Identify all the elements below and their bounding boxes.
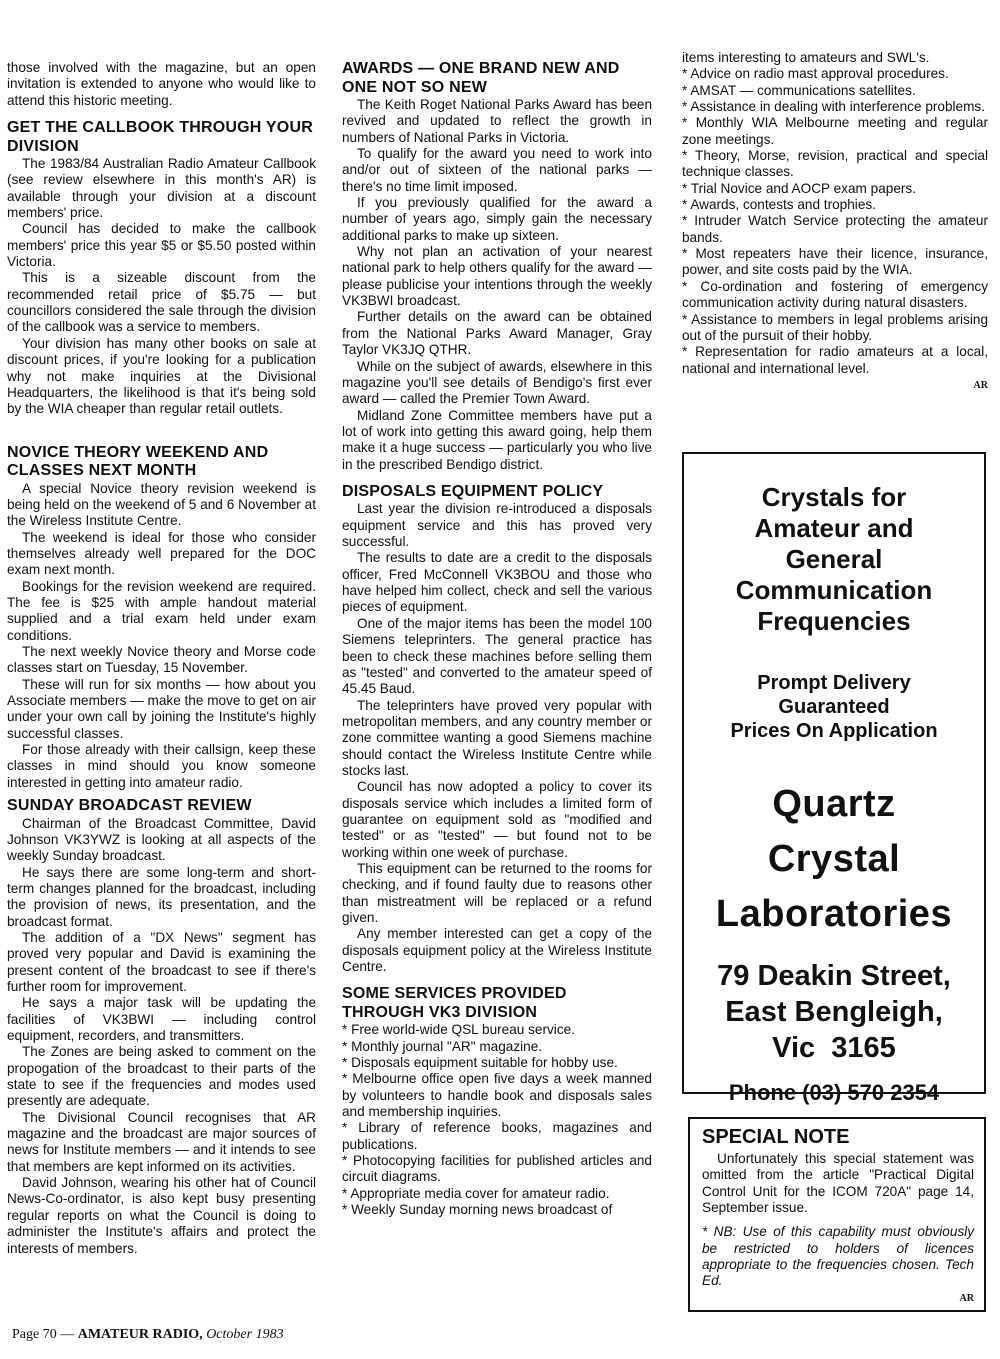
list-item: * Assistance to members in legal problems arising out of the pursuit of their hobby. [682, 311, 988, 343]
issue-date: October 1983 [202, 1327, 284, 1342]
paragraph: The addition of a "DX News" segment has proved very popular and David is examining the present content of the broadcast to see if there's further room for improvement. [7, 929, 316, 994]
heading-callbook: GET THE CALLBOOK THROUGH YOUR DIVISION [7, 119, 313, 155]
paragraph: For those already with their callsign, keep these classes in mind should you know someone interested in getting into amateur radio. [7, 742, 316, 790]
special-note-title: SPECIAL NOTE [702, 1126, 850, 1148]
ad-company-line: Crystal [767, 838, 901, 880]
list-item: * Appropriate media cover for amateur radio. [342, 1185, 610, 1201]
list-item: * Representation for radio amateurs at a local, national and international level. [682, 344, 988, 376]
list-item: * Theory, Morse, revision, practical and special technique classes. [682, 148, 988, 180]
page-number: Page 70 — [12, 1327, 78, 1342]
paragraph: David Johnson, wearing his other hat of Council News-Co-ordinator, is also kept busy presenting regular reports on what the Council is doing to administer the Institute's affairs and protect the interests of members. [7, 1175, 316, 1256]
ad-headline-line: General [785, 544, 883, 574]
paragraph: Bookings for the revision weekend are required. The fee is $25 with ample handout material supplied and a trial exam held under exam conditions. [7, 578, 316, 643]
ad-headline-line: Frequencies [757, 606, 911, 636]
ad-company-line: Laboratories [715, 893, 953, 935]
services-list [342, 1022, 652, 1218]
list-item: * Most repeaters have their licence, insurance, power, and site costs paid by the WIA. [682, 246, 988, 278]
paragraph: Why not plan an activation of your nearest national park to help others qualify for the award — please publicise your intentions through the weekly VK3BWI broadcast. [342, 244, 652, 309]
ad-sub-line: Prices On Application [730, 720, 938, 742]
ad-company-line: Quartz [772, 783, 896, 825]
list-item: * Library of reference books, magazines and publications. [342, 1120, 652, 1152]
heading-sunday-broadcast: SUNDAY BROADCAST REVIEW [7, 797, 252, 815]
paragraph: The Zones are being asked to comment on the propogation of the broadcast to their parts of the state to see if the frequencies and modes used presently are adequate. [7, 1044, 316, 1109]
paragraph: These will run for six months — how about you Associate members — make the move to get on air under your own call by joining the Institute's highly successful classes. [7, 676, 317, 741]
list-item: * Photocopying facilities for published articles and circuit diagrams. [342, 1153, 652, 1185]
ad-sub-line: Guaranteed [778, 696, 890, 718]
list-item: * Monthly WIA Melbourne meeting and regular zone meetings. [682, 115, 988, 147]
paragraph: The Divisional Council recognises that AR magazine and the broadcast are major sources of news for Institute members — and it intends to see that members are kept informed on its activities. [7, 1109, 316, 1174]
list-item: * Trial Novice and AOCP exam papers. [682, 180, 916, 196]
ad-headline-line: Amateur and [754, 513, 914, 543]
paragraph: The teleprinters have proved very popular with metropolitan members, and any country member or zone committee wanting a good Siemens machine should contact the Wireless Institute Centre while stocks last. [342, 697, 652, 778]
special-note-body: Unfortunately this special statement was omitted from the article "Practical Digital Control Unit for the ICOM 720A" page 14, September issue. [702, 1151, 974, 1216]
paragraph: Council has now adopted a policy to cover its disposals service which includes a limited form of guarantee on equipment sold as "modified and tested" or as "tested" — but found not to be working within one week of purchase. [342, 779, 652, 860]
column-1 [7, 60, 316, 1257]
list-item: items interesting to amateurs and SWL's. [682, 50, 930, 65]
special-note-nb: * NB: Use of this capability must obviously be restricted to holders of licences appropriate to the frequencies chosen. Tech Ed. [702, 1224, 974, 1289]
ad-company-name [684, 777, 984, 942]
paragraph: To qualify for the award you need to work into and/or out of sixteen of the national parks — there's no time limit imposed. [342, 146, 652, 194]
paragraph: The weekend is ideal for those who consider themselves already well prepared for the DOC exam next month. [7, 529, 316, 578]
ad-headline-line: Communication [735, 575, 933, 605]
heading-novice: NOVICE THEORY WEEKEND AND CLASSES NEXT MONTH [7, 443, 269, 480]
paragraph: Chairman of the Broadcast Committee, David Johnson VK3YWZ is looking at all aspects of the weekly Sunday broadcast. [7, 815, 316, 864]
paragraph: Any member interested can get a copy of the disposals equipment policy at the Wireless Institute Centre. [342, 926, 652, 975]
ad-headline-line: Crystals for [761, 482, 907, 512]
list-item: * Free world-wide QSL bureau service. [342, 1022, 575, 1038]
paragraph: He says there are some long-term and short-term changes planned for the broadcast, including the provision of news, its presentation, and the broadcast format. [7, 864, 316, 929]
list-item: * Melbourne office open five days a week manned by volunteers to handle book and disposals sales and membership inquiries. [342, 1071, 652, 1120]
heading-disposals: DISPOSALS EQUIPMENT POLICY [342, 482, 604, 500]
ad-address [684, 958, 984, 1066]
paragraph: Council has decided to make the callbook members' price this year $5 or $5.50 posted within Victoria. [7, 221, 316, 270]
paragraph: The results to date are a credit to the disposals officer, Fred McConnell VK3BOU and those who have helped him collect, check and sell the various pieces of equipment. [342, 550, 652, 615]
paragraph: The 1983/84 Australian Radio Amateur Callbook (see review elsewhere in this month's AR) is available through your division at a discount members' price. [7, 156, 316, 221]
paragraph: If you previously qualified for the award a number of years ago, simply gain the necessary additional parks to make up sixteen. [342, 195, 652, 243]
paragraph: This equipment can be returned to the rooms for checking, and if found faulty due to reasons other than mistreatment will be replaced or a refund given. [342, 860, 652, 925]
list-item: * Awards, contests and trophies. [682, 197, 876, 213]
ad-address-line: 79 Deakin Street, [717, 960, 951, 992]
magazine-name: AMATEUR RADIO, [77, 1327, 203, 1342]
list-item: * Advice on radio mast approval procedures. [682, 66, 949, 82]
paragraph: A special Novice theory revision weekend is being held on the weekend of 5 and 6 November at the Wireless Institute Centre. [7, 480, 316, 529]
list-item: * Assistance in dealing with interference problems. [682, 99, 985, 115]
heading-awards: AWARDS — ONE BRAND NEW AND ONE NOT SO NEW [342, 60, 620, 96]
paragraph: The next weekly Novice theory and Morse code classes start on Tuesday, 15 November. [7, 643, 316, 676]
crystal-advertisement [682, 452, 986, 1105]
paragraph: those involved with the magazine, but an open invitation is extended to anyone who would like to attend this historic meeting. [7, 60, 316, 108]
ad-headline [684, 482, 984, 637]
paragraph: The Keith Roget National Parks Award has been revived and updated to reflect the growth in numbers of National Parks in Victoria. [342, 97, 652, 145]
list-item: * Weekly Sunday morning news broadcast of [342, 1202, 613, 1218]
paragraph: Further details on the award can be obtained from the National Parks Award Manager, Gray Taylor VK3JQ QTHR. [342, 309, 652, 358]
heading-services: SOME SERVICES PROVIDED THROUGH VK3 DIVISION [342, 985, 567, 1021]
column-3 [682, 50, 988, 393]
paragraph: While on the subject of awards, elsewhere in this magazine you'll see details of Bendigo's first ever award — called the Premier Town Award. [342, 358, 652, 407]
ad-subheadline [684, 671, 984, 743]
paragraph: One of the major items has been the model 100 Siemens teleprinters. The general practice has been to check these machines before selling them as "tested" and converted to the amateur speed of 45.45 Baud. [342, 615, 652, 697]
paragraph: He says a major task will be updating the facilities of VK3BWI — including control equipment, recorders, and transmitters. [7, 995, 316, 1044]
ad-address-line: Vic 3165 [772, 1032, 896, 1064]
list-item: * Disposals equipment suitable for hobby use. [342, 1055, 618, 1071]
list-item: * Monthly journal "AR" magazine. [342, 1038, 543, 1054]
list-item: * AMSAT — communications satellites. [682, 82, 916, 98]
paragraph: Midland Zone Committee members have put a lot of work into getting this award going, help them make it a huge success — particularly you who live in the prescribed Bendigo district. [342, 407, 652, 472]
ad-phone: Phone (03) 570 2354 [728, 1080, 940, 1105]
paragraph: Your division has many other books on sale at discount prices, if you're looking for a publication why not make inquiries at the Divisional Headquarters, the likelihood is that it's being sold by the WIA cheaper than regular retail outlets. [7, 335, 316, 417]
paragraph: Last year the division re-introduced a disposals equipment service and this has proved very successful. [342, 501, 652, 550]
special-note-box [688, 1117, 986, 1312]
list-item: * Intruder Watch Service protecting the amateur bands. [682, 213, 988, 245]
ad-address-line: East Bengleigh, [725, 996, 943, 1028]
column-2 [342, 60, 652, 1219]
ar-end-mark: AR [959, 1292, 974, 1304]
paragraph: This is a sizeable discount from the recommended retail price of $5.75 — but councillors considered the sale through the division of the callbook was a service to members. [7, 270, 316, 335]
ad-sub-line: Prompt Delivery [757, 672, 911, 694]
list-item: * Co-ordination and fostering of emergency communication activity during natural disasters. [682, 278, 988, 311]
ar-end-mark: AR [973, 379, 988, 391]
page-footer [12, 1327, 284, 1343]
